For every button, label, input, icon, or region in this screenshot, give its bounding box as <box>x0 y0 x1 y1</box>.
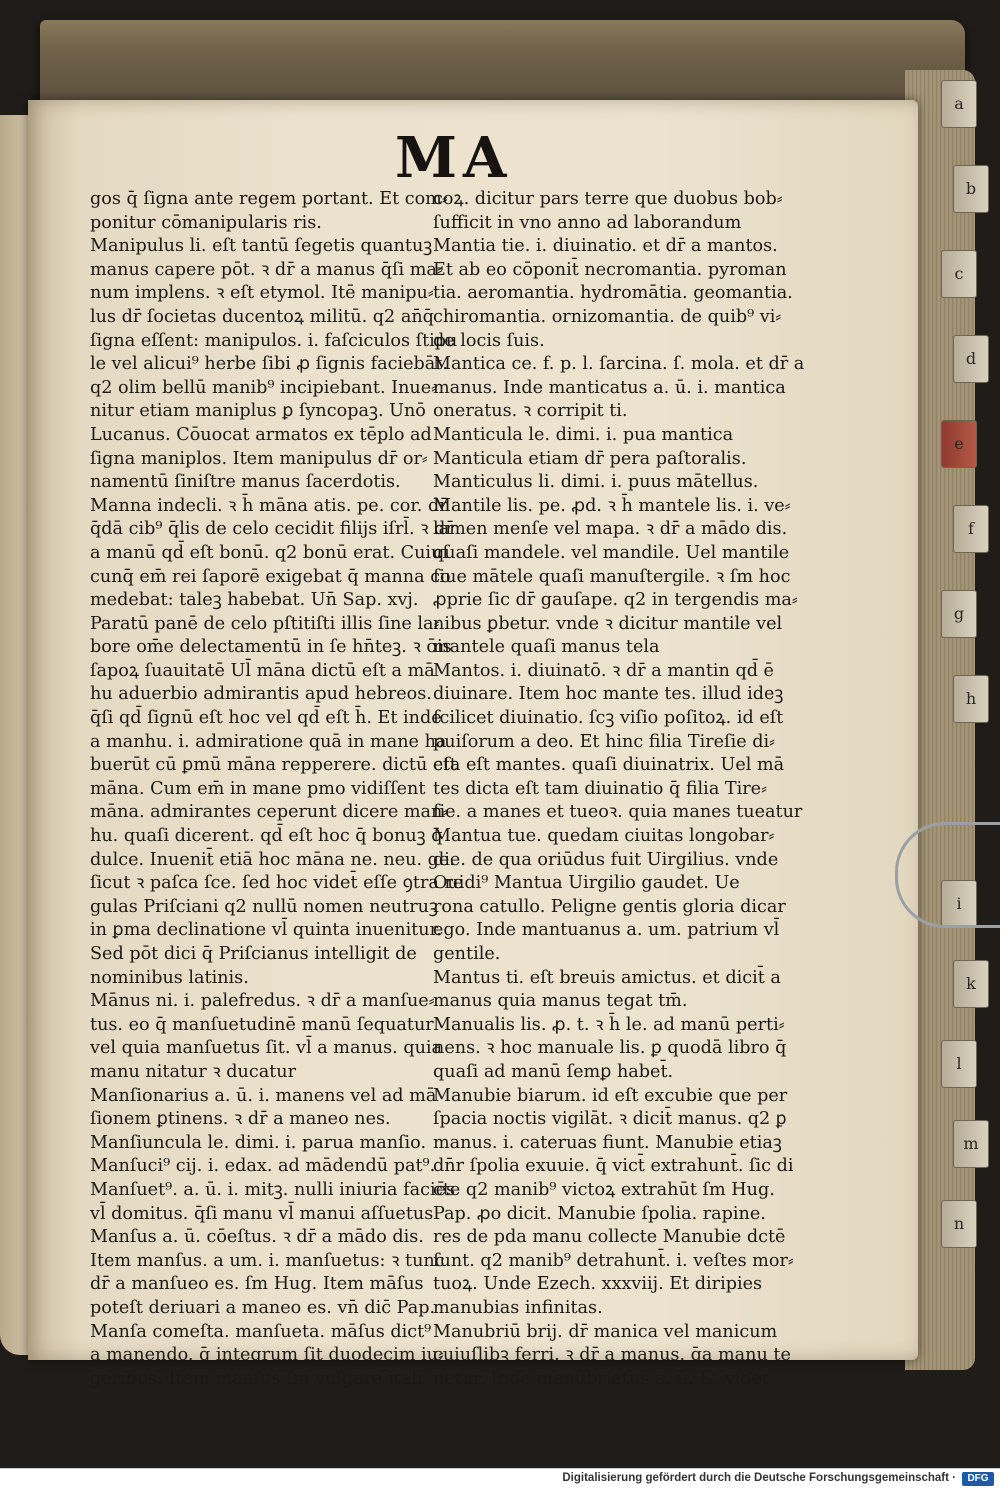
text-line: lamen menſe vel mapa. ꝛ dr̄ a mādo dis. <box>433 519 788 540</box>
text-line: cuiuſlibꝫ ferri. ꝛ dr̄ a manus. q̄a manu te <box>433 1345 791 1366</box>
text-line: ꝓprie ſic dr̄ gauſape. q2 in tergendis ma⸗ <box>433 590 798 611</box>
dfg-logo-icon[interactable]: DFG <box>962 1472 994 1486</box>
thumb-tab[interactable]: c <box>941 250 977 298</box>
thumb-tab[interactable]: n <box>941 1200 977 1248</box>
text-line: die. de qua oriūdus fuit Uirgilius. vnde <box>433 849 779 870</box>
text-line: rona catullo. Peligne gentis gloria dicar <box>433 896 786 917</box>
text-line: Manſa comeſta. manſueta. māſus dict⁹ <box>90 1321 432 1342</box>
text-line: Manticulus li. dimi. i. puus mātellus. <box>433 472 759 493</box>
text-line: ſunt. q2 manib⁹ detrahunt̄. i. veſtes mor⸗ <box>433 1250 794 1271</box>
text-line: ſufficit in vno anno ad laborandum <box>433 212 742 233</box>
text-line: tia. aeromantia. hydromātia. geomantia. <box>433 283 793 304</box>
text-line: geribus. Item manſus ſm vulgare itali <box>90 1368 423 1389</box>
text-line: ſie. a manes et tueoꝛ. quia manes tueatur <box>433 802 803 823</box>
text-line: ſicut ꝛ paſca ſce. ſed hoc videt̄ eſſe ꝯtra re <box>90 873 464 894</box>
text-line: nens. ꝛ hoc manuale lis. ꝑ quodā libro q̄ <box>433 1038 787 1059</box>
text-line: le vel alicui⁹ herbe ſibi ꝓ ſignis faciebāt. <box>90 354 448 375</box>
text-line: buerūt cū ꝑmū māna repperere. dictū eſt <box>90 755 457 776</box>
text-line: Manſuet⁹. a. ū. i. mitꝫ. nulli iniuria faciēs <box>90 1179 456 1200</box>
text-line: cta eſt mantes. quaſi diuinatrix. Uel mā <box>433 755 785 776</box>
text-column-left <box>90 188 470 1391</box>
text-line: manus. i. cateruas fiunt. Manubie etiaꝫ <box>433 1132 782 1153</box>
text-line: q̄dā cib⁹ q̄lis de celo cecidit filijs iſrl̄. ꝛ dr̄ <box>90 519 454 540</box>
text-line: q̄ſi qd̄ ſignū eſt hoc vel qd̄ eſt h̄. Et inde <box>90 708 442 729</box>
text-line: Manipulus li. eſt tantū ſegetis quantuꝫ <box>90 236 433 257</box>
text-line: de locis ſuis. <box>433 330 545 351</box>
text-line: diuinare. Item hoc mante tes. illud ideꝫ <box>433 684 784 705</box>
book-clip <box>895 822 1000 928</box>
text-line: ponitur cōmanipularis ris. <box>90 212 322 233</box>
text-line: cte q2 manib⁹ victoꝝ extrahūt ſm Hug. <box>433 1179 775 1200</box>
text-line: manu nitatur ꝛ ducatur <box>90 1061 297 1082</box>
text-line: quaſi mandele. vel mandile. Uel mantile <box>433 542 790 563</box>
text-line: Mantos. i. diuinatō. ꝛ dr̄ a mantin qd̄ ē <box>433 660 774 681</box>
text-line: oneratus. ꝛ corripit ti. <box>433 401 628 422</box>
text-line: manus quia manus tegat tm̄. <box>433 991 688 1012</box>
thumb-tab[interactable]: l <box>941 1040 977 1088</box>
text-line: Manubriū brij. dr̄ manica vel manicum <box>433 1321 778 1342</box>
text-line: māna. admirantes ceperunt dicere man⸗ <box>90 802 449 823</box>
text-line: Mānus ni. i. palefredus. ꝛ dr̄ a manſue⸗ <box>90 991 435 1012</box>
text-line: Ouidi⁹ Mantua Uirgilio gaudet. Ue <box>433 873 740 894</box>
text-line: Lucanus. Cōuocat armatos ex tēplo ad <box>90 424 432 445</box>
thumb-tab[interactable]: i <box>941 880 977 928</box>
text-line: ſigna maniplos. Item manipulus dr̄ or⸗ <box>90 448 428 469</box>
text-line: vel quia manſuetus ſit. vl̄ a manus. quia <box>90 1038 443 1059</box>
text-line: gos q̄ ſigna ante regem portant. Et com⸗ <box>90 189 448 209</box>
text-line: Manſiuncula le. dimi. i. parua manſio. <box>90 1132 427 1153</box>
text-line: chiromantia. ornizomantia. de quib⁹ vi⸗ <box>433 306 782 327</box>
text-line: lus dr̄ ſocietas ducentoꝝ militū. q2 an̄q̄ <box>90 306 434 327</box>
text-line: vl̄ domitus. q̄ſi manu vl̄ manui aſſuetus <box>90 1203 434 1224</box>
text-line: Manticula etiam dr̄ pera paſtoralis. <box>433 448 747 469</box>
text-line: Manna indecli. ꝛ h̄ māna atis. pe. cor. dr̄ <box>90 495 448 516</box>
thumb-index-tabs <box>935 80 995 1280</box>
text-line: Pap. ꝓo dicit. Manubie ſpolia. rapine. <box>433 1203 766 1224</box>
text-line: ſionem ꝑtinens. ꝛ dr̄ a maneo nes. <box>90 1109 391 1130</box>
thumb-tab[interactable]: h <box>953 675 989 723</box>
text-line: Item manſus. a um. i. manſuetus: ꝛ tunc <box>90 1250 445 1271</box>
thumb-tab[interactable]: k <box>953 960 989 1008</box>
text-line: manubias infinitas. <box>433 1297 603 1318</box>
text-line: Sed pōt dici q̄ Priſcianus intelligit de <box>90 944 417 964</box>
text-line: Mantus ti. eſt breuis amictus. et dicit̄ a <box>433 967 781 988</box>
text-line: quaſi ad manū ſemꝑ habet̄. <box>433 1061 674 1082</box>
text-line: in ꝑma declinatione vl̄ quinta inuenitur. <box>90 920 442 941</box>
text-line: gulas Priſciani q2 nullū nomen neutruꝫ <box>90 896 438 917</box>
text-line: dulce. Inuenit̄ etiā hoc māna ne. neu. ge. <box>90 849 455 870</box>
text-line: a manendo. q̄ integrum ſit duodecim iu⸗ <box>90 1345 444 1366</box>
text-line: a manū qd̄ eſt bonū. q2 bonū erat. Cuiuſ <box>90 542 449 563</box>
funding-credit: Digitalisierung gefördert durch die Deutsche Forschungsgemeinschaft · <box>562 1472 956 1484</box>
thumb-tab[interactable]: b <box>953 165 989 213</box>
text-line: tus. eo q̄ manſuetudinē manū ſequatur <box>90 1014 434 1035</box>
thumb-tab[interactable]: a <box>941 80 977 128</box>
text-line: bore om̄e delectamentū in ſe hn̄teꝫ. ꝛ ōis <box>90 637 452 658</box>
text-line: ſigna eſſent: manipulos. i. faſciculos ſtipu <box>90 330 458 351</box>
text-line: poteſt deriuari a maneo es. vn̄ dic̄ Pap. <box>90 1297 436 1318</box>
text-line: Et ab eo cōponit̄ necromantia. pyroman <box>433 259 787 280</box>
text-line: Mantile lis. pe. ꝓd. ꝛ h̄ mantele lis. i. ve⸗ <box>433 495 791 516</box>
text-line: māna. Cum em̄ in mane pmo vidiſſent <box>90 778 426 799</box>
text-line: tuoꝝ. Unde Ezech. xxxviij. Et diripies <box>433 1274 763 1295</box>
text-line: Manſuci⁹ cij. i. edax. ad mādendū pat⁹. <box>90 1156 436 1177</box>
text-line: manus capere pōt. ꝛ dr̄ a manus q̄ſi ma⸗ <box>90 259 443 280</box>
text-line: namentū ſiniſtre manus ſacerdotis. <box>90 472 401 493</box>
thumb-tab[interactable]: f <box>953 505 989 553</box>
text-line: mantele quaſi manus tela <box>433 637 660 658</box>
text-line: medebat: taleꝫ habebat. Un̄ Sap. xvj. <box>90 590 419 611</box>
text-line: ſiue mātele quaſi manuſtergile. ꝛ ſm hoc <box>433 566 791 587</box>
text-line: Mantua tue. quedam ciuitas longobar⸗ <box>433 826 775 847</box>
text-line: res de pda manu collecte Manubie dctē <box>433 1227 786 1248</box>
thumb-tab[interactable]: g <box>941 590 977 638</box>
text-line: hu aduerbio admirantis apud hebreos. <box>90 684 432 705</box>
text-line: hu. quaſi dicerent. qd̄ eſt hoc q̄ bonuꝫ q̄ <box>90 826 443 847</box>
text-line: ego. Inde mantuanus a. um. patrium vl̄ <box>433 920 780 941</box>
text-line: ſcilicet diuinatio. ſcꝫ viſio poſitoꝝ. id eſt <box>433 708 784 729</box>
thumb-tab[interactable]: m <box>953 1120 989 1168</box>
text-line: Paratū panē de celo pſtitiſti illis ſine la⸗ <box>90 613 440 634</box>
text-column-right <box>433 188 813 1391</box>
text-line: coꝝ. dicitur pars terre que duobus bob⸗ <box>433 189 783 209</box>
text-line: dr̄ a manſueo es. ſm Hug. Item māſus <box>90 1274 424 1295</box>
page-heading: MA <box>395 125 513 191</box>
text-line: gentile. <box>433 944 501 964</box>
text-line: ſpacia noctis vigilāt. ꝛ dicit̄ manus. q2 ꝑ <box>433 1109 787 1130</box>
text-line: Manticula le. dimi. i. pua mantica <box>433 424 734 445</box>
text-line: Mantia tie. i. diuinatio. et dr̄ a mantos. <box>433 236 778 257</box>
text-line: cunq̄ em̄ rei ſaporē exigebat q̄ manna co <box>90 566 451 587</box>
thumb-tab[interactable]: e <box>941 420 977 468</box>
text-line: Manualis lis. ꝓ. t. ꝛ h̄ le. ad manū perti⸗ <box>433 1014 785 1035</box>
text-line: tes dicta eſt tam diuinatio q̄ filia Tire⸗ <box>433 778 767 799</box>
text-line: Mantica ce. f. p. l. ſarcina. ſ. mola. et dr̄ a <box>433 354 805 375</box>
text-line: ſapoꝝ ſuauitatē Ul̄ māna dictū eſt a mā <box>90 660 435 681</box>
text-line: q2 olim bellū manib⁹ incipiebant. Inue⸗ <box>90 377 438 398</box>
text-line: Manſionarius a. ū. i. manens vel ad mā <box>90 1085 437 1106</box>
text-line: Manſus a. ū. cōeſtus. ꝛ dr̄ a mādo dis. <box>90 1227 424 1248</box>
text-line: Manubie biarum. id eſt excubie que per <box>433 1085 788 1106</box>
text-line: num implens. ꝛ eſt etymol. Itē manipu⸗ <box>90 283 434 304</box>
text-line: netur. Inde manubriatus a. ū. Et videt̄ <box>433 1368 770 1389</box>
text-line: nibus ꝑbetur. vnde ꝛ dicitur mantile vel <box>433 613 783 634</box>
text-line: nominibus latinis. <box>90 967 249 988</box>
text-line: puiſorum a deo. Et hinc filia Tireſie di⸗ <box>433 731 775 752</box>
thumb-tab[interactable]: d <box>953 335 989 383</box>
text-line: manus. Inde manticatus a. ū. i. mantica <box>433 377 786 398</box>
text-line: dn̄r ſpolia exuuie. q̄ vict̄ extrahunt̄. ſic di <box>433 1156 794 1177</box>
text-line: a manhu. i. admiratione quā in mane ha <box>90 731 447 752</box>
text-line: nitur etiam maniplus ꝑ ſyncopaꝫ. Unō <box>90 401 426 422</box>
footer-bar <box>0 1468 1000 1490</box>
